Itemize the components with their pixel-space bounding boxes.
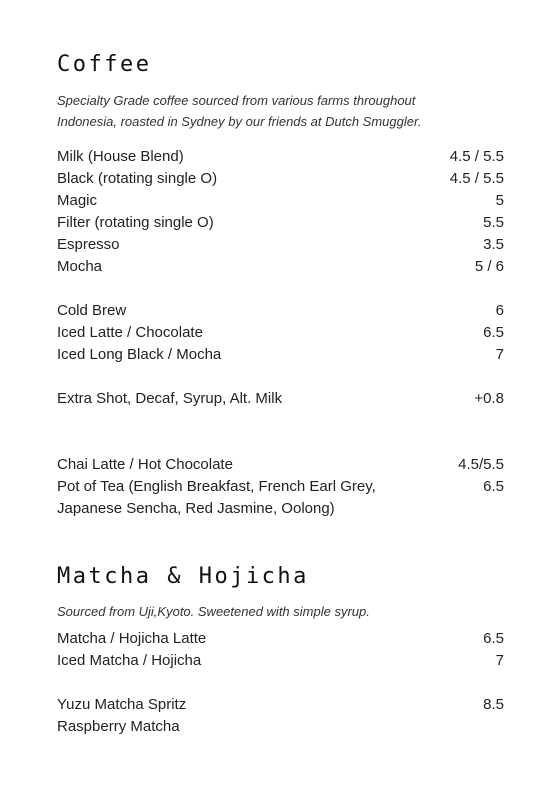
item-name: Cold Brew (57, 302, 127, 319)
item-name: Extra Shot, Decaf, Syrup, Alt. Milk (57, 390, 283, 407)
item-name: Black (rotating single O) (57, 170, 218, 187)
item-name: Chai Latte / Hot Chocolate (57, 456, 233, 473)
item-name: Filter (rotating single O) (57, 214, 214, 231)
matcha-section-title: Matcha & Hojicha (57, 564, 309, 589)
item-name: Iced Matcha / Hojicha (57, 652, 202, 669)
item-name (57, 476, 376, 520)
item-price: 3.5 (483, 236, 504, 253)
coffee-description (57, 90, 487, 132)
coffee-section-title: Coffee (57, 52, 152, 77)
item-price: 4.5/5.5 (458, 456, 504, 473)
item-name-line-1: Pot of Tea (English Breakfast, French Earl Grey, (57, 478, 376, 495)
item-price: 7 (495, 346, 504, 363)
item-price: 5.5 (483, 214, 504, 231)
matcha-description: Sourced from Uji,Kyoto. Sweetened with simple syrup. (57, 604, 370, 619)
item-price: 6 (495, 302, 504, 319)
item-name: Iced Long Black / Mocha (57, 346, 222, 363)
coffee-description-line-2: Indonesia, roasted in Sydney by our friends at Dutch Smuggler. (57, 114, 422, 129)
item-name: Magic (57, 192, 98, 209)
coffee-description-line-1: Specialty Grade coffee sourced from various farms throughout (57, 93, 416, 108)
item-name: Raspberry Matcha (57, 718, 180, 735)
item-name: Yuzu Matcha Spritz (57, 696, 187, 713)
item-price: 5 (495, 192, 504, 209)
item-price: +0.8 (474, 390, 504, 407)
menu-item-extras (57, 388, 504, 410)
menu-item (57, 168, 504, 190)
item-name: Espresso (57, 236, 120, 253)
menu-item (57, 322, 504, 344)
menu-item (57, 190, 504, 212)
item-price: 6.5 (483, 324, 504, 341)
item-price: 6.5 (483, 478, 504, 495)
menu-item (57, 716, 504, 738)
item-name: Iced Latte / Chocolate (57, 324, 203, 341)
menu-item (57, 234, 504, 256)
item-price: 4.5 / 5.5 (449, 148, 504, 165)
menu-item (57, 476, 504, 520)
menu-item (57, 694, 504, 716)
menu-item (57, 344, 504, 366)
item-price: 5 / 6 (474, 258, 504, 275)
item-name: Milk (House Blend) (57, 148, 184, 165)
menu-item (57, 650, 504, 672)
item-price: 8.5 (483, 696, 504, 713)
menu-item (57, 212, 504, 234)
item-name: Mocha (57, 258, 103, 275)
menu-item (57, 300, 504, 322)
item-price: 4.5 / 5.5 (449, 170, 504, 187)
item-name-line-2: Japanese Sencha, Red Jasmine, Oolong) (57, 500, 335, 517)
menu-item (57, 454, 504, 476)
menu-item (57, 628, 504, 650)
item-price: 6.5 (483, 630, 504, 647)
menu-item (57, 146, 504, 168)
menu-item (57, 256, 504, 278)
item-name: Matcha / Hojicha Latte (57, 630, 207, 647)
item-price: 7 (495, 652, 504, 669)
